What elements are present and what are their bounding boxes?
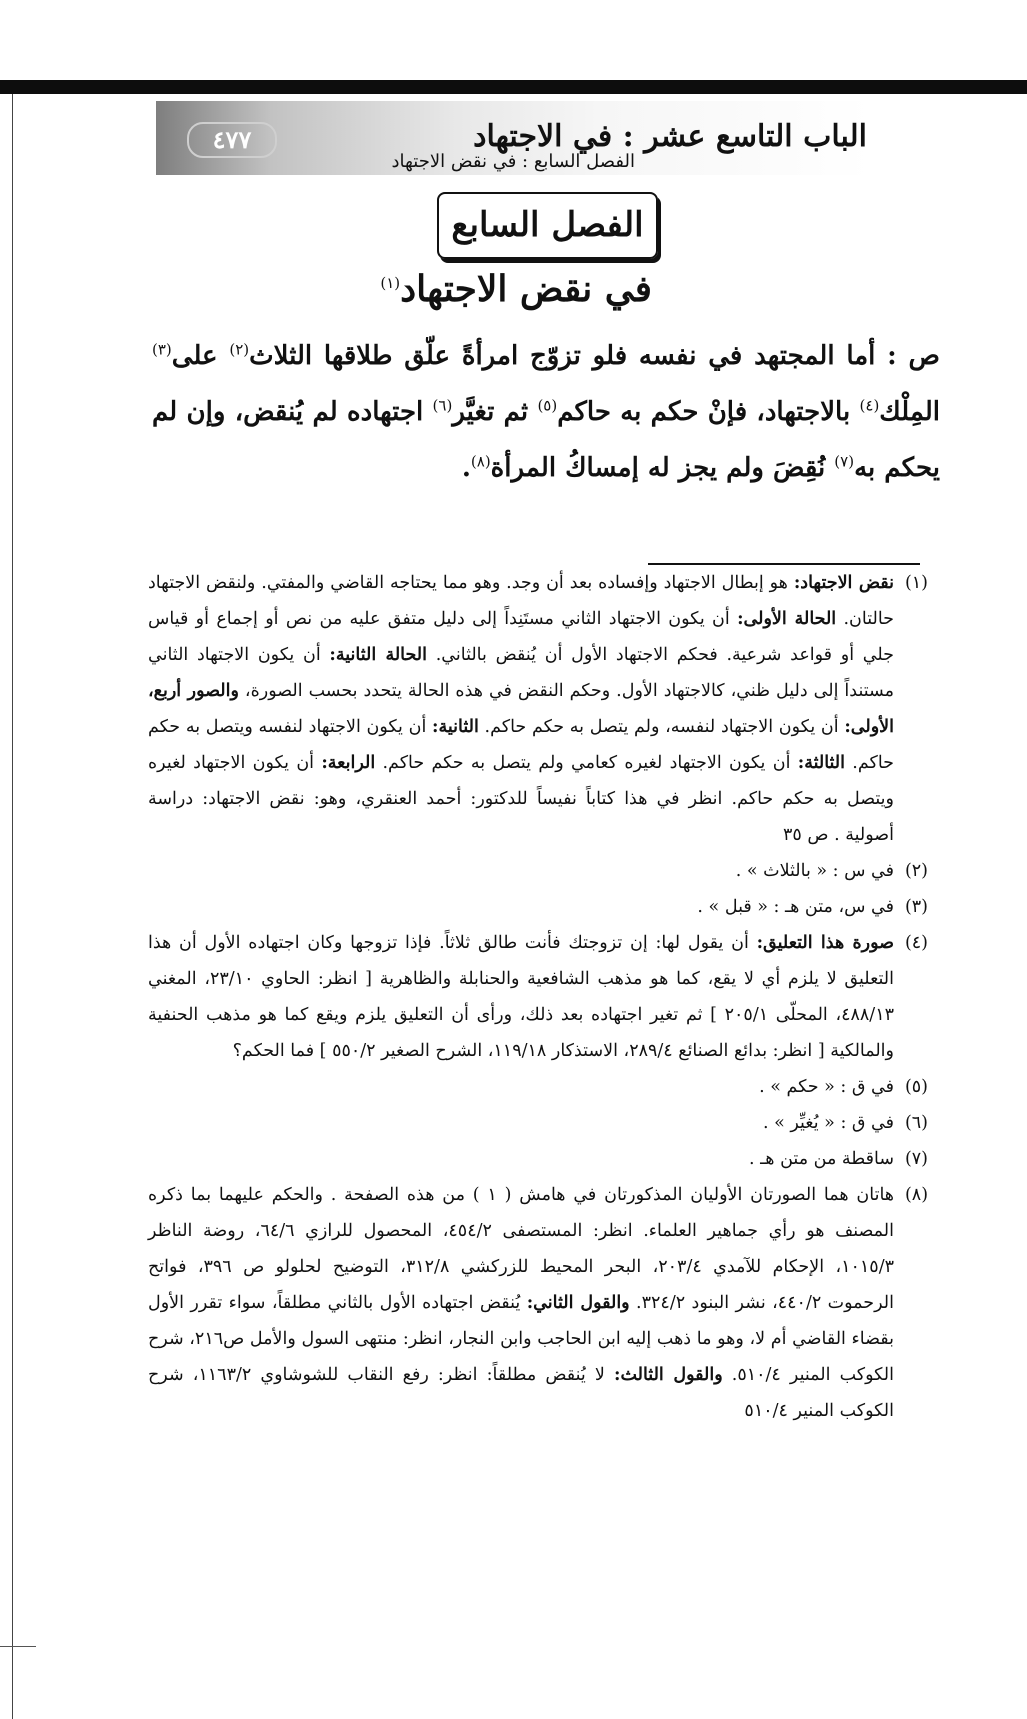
- section-subtitle: الفصل السابع : في نقض الاجتهاد: [391, 151, 635, 172]
- footnote-number: (٣): [904, 897, 928, 917]
- footnote-term: الثانية:: [432, 717, 479, 737]
- footnote-number: (٥): [904, 1077, 928, 1097]
- footnote-number: (٧): [904, 1149, 928, 1169]
- footnote-text: ساقطة من متن هـ .: [749, 1149, 894, 1169]
- footnote-text: في س، متن هـ : « قبل » .: [697, 897, 894, 917]
- footnote-ref: (٧): [834, 452, 855, 471]
- footnote-text: أن يكون الاجتهاد لغيره كعامي ولم يتصل به حكم حاكم.: [375, 753, 798, 773]
- footnote-text: أن يقول لها: إن تزوجتك فأنت طالق ثلاثاً. فإذا تزوجها وكان اجتهاده الأول أن هذا التعليق لا يلزم أي لا يقع، كما هو مذهب الشافعية والحنابلة والظاهرية [ انظر: الحاوي ٢٣/١٠، المغني ٤٨٨/١٣، المحلّى ٢٠٥/١ ] ثم تغير اجتهاده بعد ذلك، ورأى أن التعليق يلزم ويقع كما هو مذهب الحنفية والمالكية [ انظر: بدائع الصنائع ٢٨٩/٤، الاستذكار ١١٩/١٨، الشرح الصغير ٥٥٠/٢ ] فما الحكم؟: [148, 933, 894, 1061]
- footnote-6: [148, 1105, 928, 1141]
- footnote-text: في ق : « يُغيِّر » .: [762, 1113, 894, 1133]
- section-title: الفصل السابع: [451, 205, 644, 245]
- footnote-number: (٦): [904, 1113, 928, 1133]
- footnote-text: هاتان هما الصورتان الأوليان المذكورتان في هامش ( ١ ) من هذه الصفحة . والحكم عليهما بما ذكره المصنف هو رأي جماهير العلماء. انظر: المستصفى ٤٥٤/٢، المحصول للرازي ٦٤/٦، روضة الناظر ١٠١٥/٣، الإحكام للآمدي ٢٠٣/٤، البحر المحيط للزركشي ٣١٢/٨، التوضيح لحلولو ص ٣٩٦، فواتح الرحموت ٤٤٠/٢، نشر البنود ٣٢٤/٢.: [148, 1185, 895, 1313]
- bottom-scan-mark: [0, 1646, 36, 1647]
- footnote-ref: (٥): [537, 396, 558, 415]
- left-scan-edge: [12, 94, 13, 1719]
- main-text-segment: ص : أما المجتهد في نفسه فلو تزوّج امرأةً علّق طلاقها الثلاث: [249, 341, 940, 371]
- footnote-4: [148, 925, 928, 1069]
- footnote-text: أن يكون الاجتهاد لغيره ويتصل به حكم حاكم. انظر في هذا كتاباً نفيساً للدكتور: أحمد العنقري، وهو: نقض الاجتهاد: دراسة أصولية . ص ٣٥: [148, 753, 894, 845]
- footnote-8: [148, 1177, 928, 1429]
- footnote-text: يُنقض اجتهاده الأول بالثاني مطلقاً، سواء تقرر الأول بقضاء القاضي أم لا، وهو ما ذهب إليه ابن الحاجب وابن النجار، انظر: منتهى السول والأمل ص٢١٦، شرح الكوكب المنير ٥١٠/٤.: [148, 1293, 895, 1385]
- footnote-1: [148, 565, 928, 853]
- main-text-segment: اجتهاده لم يُنقض، وإن لم يحكم به: [152, 397, 940, 483]
- section-heading: [380, 268, 652, 310]
- main-paragraph: [152, 328, 940, 496]
- section-title-box: [437, 192, 658, 259]
- footnote-text: في س : « بالثلاث » .: [735, 861, 894, 881]
- footnote-term: الرابعة:: [321, 753, 376, 773]
- page-number: ٤٧٧: [187, 122, 277, 158]
- top-scan-border: [0, 80, 1027, 94]
- footnote-text: في ق : « حكم » .: [759, 1077, 894, 1097]
- footnote-term: والصور أربع، الأولى:: [148, 681, 894, 737]
- footnote-5: [148, 1069, 928, 1105]
- footnote-term: والقول الثاني:: [526, 1293, 630, 1313]
- footnote-ref: (٤): [859, 396, 880, 415]
- footnote-ref: (٨): [470, 452, 491, 471]
- footnote-term: الثالثة:: [797, 753, 845, 773]
- footnote-number: (٤): [904, 933, 928, 953]
- footnote-text: هو إبطال الاجتهاد وإفساده بعد أن وجد. وهو مما يحتاجه القاضي والمفتي. ولنقض الاجتهاد حالتان.: [148, 573, 894, 629]
- footnote-term: والقول الثالث:: [613, 1365, 723, 1385]
- footnote-text: أن يكون الاجتهاد لنفسه ويتصل به حكم حاكم.: [148, 717, 894, 773]
- footnote-term: الحالة الثانية:: [329, 645, 427, 665]
- main-text-segment: بالاجتهاد، فإنْ حكم به حاكم: [557, 397, 860, 427]
- chapter-title: الباب التاسع عشر : في الاجتهاد: [473, 119, 867, 154]
- footnote-number: (١): [904, 573, 928, 593]
- footnote-text: أن يكون الاجتهاد الثاني مستنداً إلى دليل ظني، كالاجتهاد الأول. وحكم النقض في هذه الحالة يتحدد بحسب الصورة،: [148, 645, 894, 701]
- footnote-term: نقض الاجتهاد:: [793, 573, 894, 593]
- main-text-segment: ثم تغيَّر: [452, 397, 538, 427]
- footnote-ref: (١): [380, 274, 401, 292]
- footnote-text: أن يكون الاجتهاد لنفسه، ولم يتصل به حكم حاكم.: [478, 717, 845, 737]
- footnote-ref: (٣): [152, 340, 172, 359]
- section-heading-text: في نقض الاجتهاد: [400, 268, 652, 310]
- main-text-segment: المِلْك: [879, 397, 940, 427]
- footnote-text: لا يُنقض مطلقاً: انظر: رفع النقاب للشوشاوي ١١٦٣/٢، شرح الكوكب المنير ٥١٠/٤: [148, 1365, 894, 1421]
- footnote-ref: (٢): [229, 340, 250, 359]
- footnote-2: [148, 853, 928, 889]
- footnote-text: أن يكون الاجتهاد الثاني مستَنِداً إلى دليل متفق عليه من نص أو إجماع أو قياس جلي أو قواعد شرعية. فحكم الاجتهاد الأول أن يُنقض بالثاني.: [148, 609, 894, 665]
- main-text-segment: .: [461, 453, 471, 483]
- footnote-number: (٢): [904, 861, 928, 881]
- footnotes: [148, 565, 928, 1429]
- main-text-segment: نُقِضَ ولم يجز له إمساكُ المرأة: [490, 453, 835, 483]
- footnote-term: الحالة الأولى:: [737, 609, 837, 629]
- footnote-ref: (٦): [432, 396, 453, 415]
- main-text-segment: على: [171, 341, 230, 371]
- footnote-7: [148, 1141, 928, 1177]
- footnote-3: [148, 889, 928, 925]
- footnote-term: صورة هذا التعليق:: [756, 933, 894, 953]
- footnote-number: (٨): [904, 1185, 929, 1205]
